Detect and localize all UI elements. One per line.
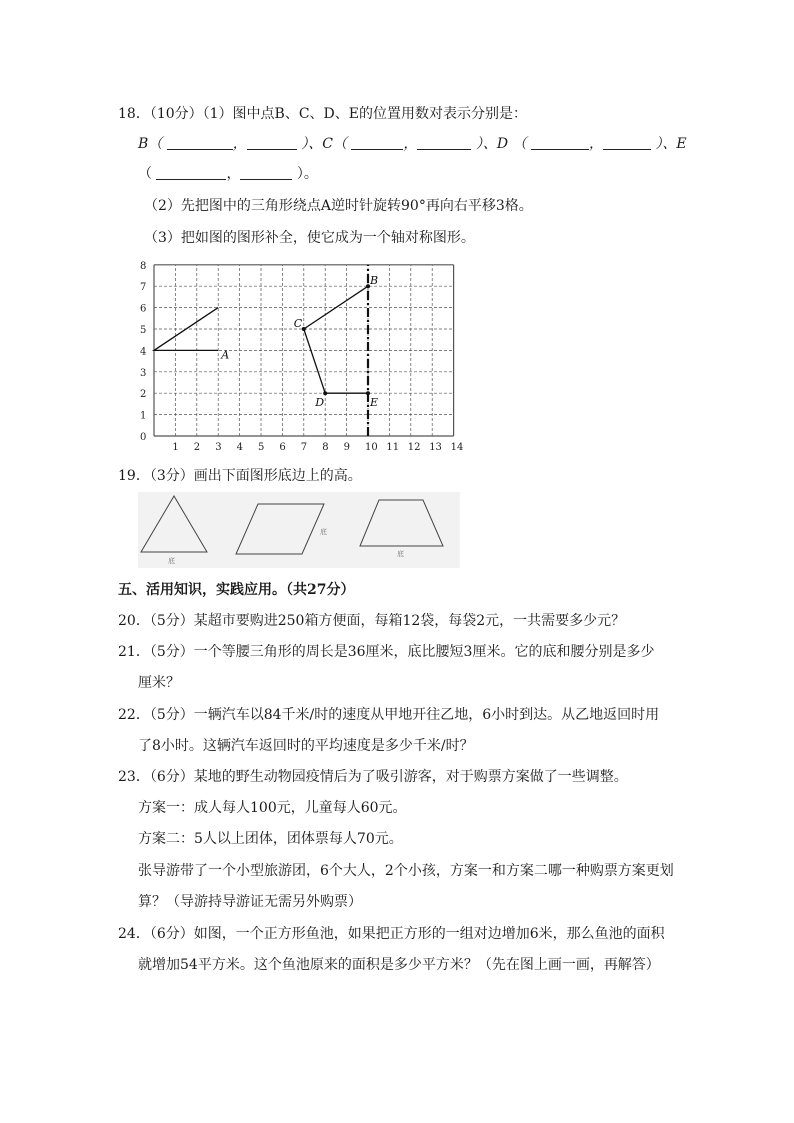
q24-line2: 就增加54平方米。这个鱼池原来的面积是多少平方米？（先在图上画一画，再解答） [138, 957, 660, 973]
q23-line5: 算？（导游持导游证无需另外购票） [138, 894, 362, 910]
shapes-figure [138, 492, 460, 568]
trapezoid-shape [360, 500, 443, 546]
y-tick-label: 8 [140, 260, 147, 272]
q18-part2: （2）先把图中的三角形绕点A逆时针旋转90°再向右平移3格。 [144, 198, 533, 214]
triangle-shape [141, 496, 207, 552]
label-d: ）、D （ [475, 136, 527, 152]
comma: ， [403, 136, 418, 152]
q22-line2: 了8小时。这辆汽车返回时的平均速度是多少千米/时？ [138, 738, 474, 754]
blank-c-y[interactable] [417, 135, 471, 150]
comma: ， [226, 166, 241, 182]
close-paren: ）。 [296, 166, 318, 182]
q23-line4: 张导游带了一个小型旅游团，6个大人，2个小孩，方案一和方案二哪一种购票方案更划 [138, 863, 674, 879]
coordinate-grid-figure [138, 256, 464, 456]
blank-c-x[interactable] [351, 135, 403, 150]
x-tick-label: 6 [279, 442, 286, 453]
y-tick-label: 7 [140, 282, 147, 294]
blank-b-y[interactable] [247, 135, 297, 150]
point-label-b: B [370, 274, 379, 288]
x-tick-label: 4 [236, 442, 243, 453]
q24-line1: 24．（6分）如图，一个正方形鱼池，如果把正方形的一组对边增加6米，那么鱼池的面积 [118, 926, 665, 942]
q21-line2: 厘米？ [138, 675, 180, 691]
x-tick-label: 7 [300, 442, 308, 453]
q23-plan1: 方案一：成人每人100元，儿童每人60元。 [138, 800, 407, 816]
x-tick-label: 2 [193, 442, 201, 453]
q19-text: 19．（3分）画出下面图形底边上的高。 [118, 468, 362, 484]
q18-coordinates-line-2 [138, 164, 318, 184]
x-tick-label: 3 [215, 442, 222, 453]
y-tick-label: 6 [140, 303, 147, 315]
q18-coordinates-line [138, 134, 687, 154]
comma: ， [588, 136, 603, 152]
label-e: ）、E [655, 136, 687, 152]
q18-title: 18．（10分）（1）图中点B、C、D、E的位置用数对表示分别是： [118, 106, 527, 122]
figure-bcde-partial [304, 286, 368, 393]
y-tick-label: 1 [140, 410, 147, 422]
figure-points [302, 284, 370, 395]
parallelogram-shape [236, 504, 324, 554]
y-tick-label: 4 [140, 346, 147, 358]
q23-plan2: 方案二：5人以上团体，团体票每人70元。 [138, 831, 403, 847]
y-tick-label: 5 [140, 325, 147, 336]
triangle-base-label: 底 [168, 557, 175, 565]
coordinate-grid-svg [138, 256, 464, 456]
x-tick-label: 13 [429, 442, 442, 453]
q21-line1: 21．（5分）一个等腰三角形的周长是36厘米，底比腰短3厘米。它的底和腰分别是多少 [118, 644, 655, 660]
point-label-a: A [221, 348, 230, 362]
x-tick-label: 8 [322, 442, 329, 453]
blank-d-y[interactable] [603, 135, 651, 150]
q20-text: 20．（5分）某超市要购进250箱方便面，每箱12袋，每袋2元，一共需要多少元？ [118, 613, 626, 629]
figure-point [366, 391, 370, 395]
point-label-c: C [293, 317, 303, 330]
q22-line1: 22．（5分）一辆汽车以84千米/时的速度从甲地开往乙地，6小时到达。从乙地返回时用 [118, 707, 660, 723]
x-tick-label: 1 [172, 442, 179, 453]
blank-b-x[interactable] [167, 135, 233, 150]
figure-point [323, 391, 327, 395]
x-tick-label: 12 [407, 442, 421, 453]
q18-part3: （3）把如图的图形补全，使它成为一个轴对称图形。 [144, 230, 475, 246]
open-paren: （ [138, 166, 152, 182]
blank-e-y[interactable] [240, 165, 292, 180]
figure-point [302, 327, 306, 331]
point-labels [220, 274, 378, 409]
triangle-a-partial [154, 308, 218, 351]
trapezoid-base-label: 底 [397, 550, 404, 558]
x-tick-label: 14 [450, 442, 464, 453]
y-tick-label: 3 [140, 367, 147, 379]
y-tick-label: 2 [140, 389, 147, 401]
grid-tick-labels [140, 261, 463, 453]
x-tick-label: 11 [386, 442, 400, 453]
comma: ， [232, 136, 247, 152]
x-tick-label: 9 [343, 442, 350, 453]
point-label-e: E [370, 396, 379, 410]
label-b: B（ [138, 136, 163, 152]
parallelogram-base-label: 底 [320, 528, 327, 536]
blank-d-x[interactable] [531, 135, 589, 150]
blank-e-x[interactable] [156, 165, 226, 180]
shapes-svg [138, 492, 460, 568]
x-tick-label: 10 [365, 442, 378, 453]
section-5-heading: 五、活用知识，实践应用。（共27分） [118, 582, 355, 598]
y-tick-label: 0 [140, 432, 147, 443]
x-tick-label: 5 [258, 442, 265, 453]
label-c: ）、C（ [301, 136, 347, 152]
point-label-d: D [315, 396, 325, 410]
q23-line1: 23．（6分）某地的野生动物园疫情后为了吸引游客，对于购票方案做了一些调整。 [118, 769, 628, 785]
